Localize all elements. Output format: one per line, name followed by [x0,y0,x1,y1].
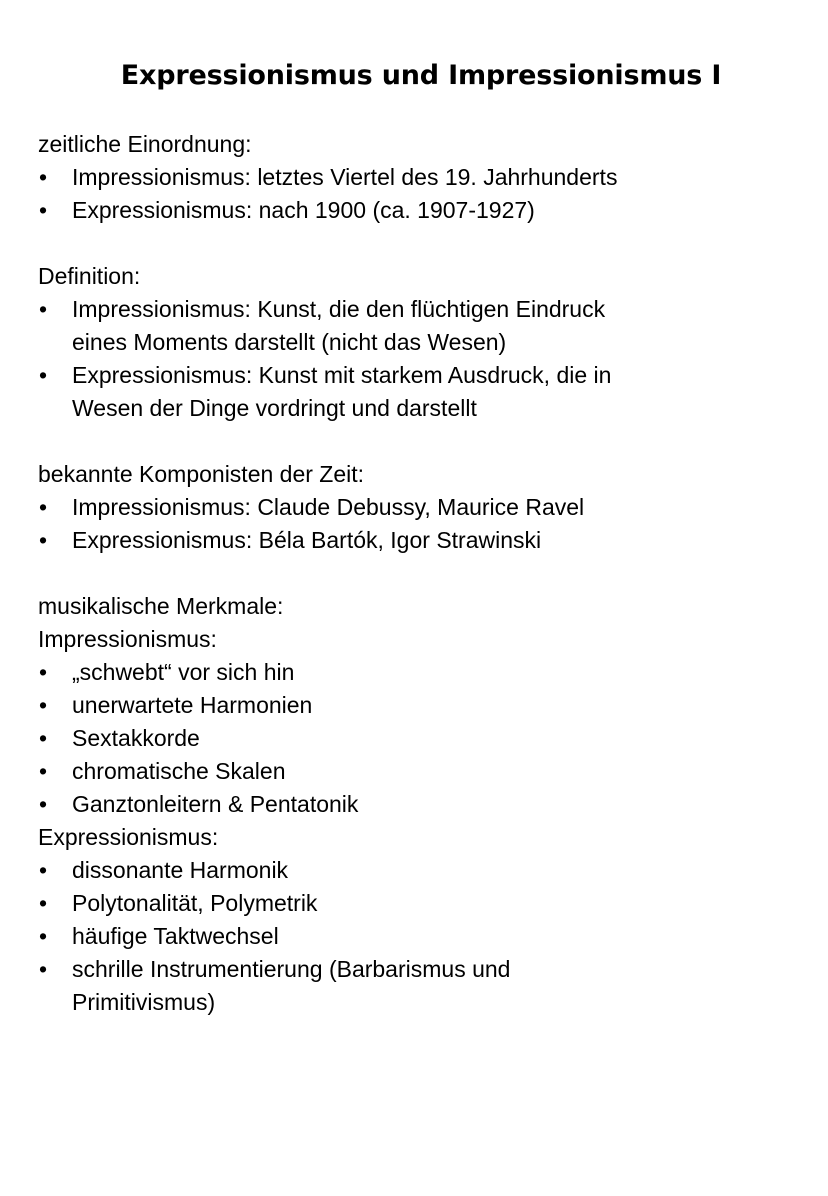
list-item-text: Impressionismus: Claude Debussy, Maurice Ravel [72,494,585,520]
bullet-icon: • [39,725,48,751]
section-heading: Definition: [38,263,141,289]
list-item [38,953,788,1019]
bullet-list [38,491,788,557]
list-item [38,689,788,722]
list-item-text: Expressionismus: Kunst mit starkem Ausdruck, die in Wesen der Dinge vordringt und darstellt [72,362,612,421]
list-item-text: „schwebt“ vor sich hin [72,659,295,685]
list-item [38,755,788,788]
list-item [38,194,788,227]
list-item [38,491,788,524]
bullet-icon: • [39,362,48,388]
list-item-text: Expressionismus: nach 1900 (ca. 1907-1927) [72,197,535,223]
subheading-expressionism: Expressionismus: [38,824,219,850]
page-title: Expressionismus und Impressionismus I [120,60,722,91]
section-heading: musikalische Merkmale: [38,593,284,619]
bullet-icon: • [39,758,48,784]
bullet-list [38,656,788,821]
bullet-list [38,161,788,227]
bullet-icon: • [39,296,48,322]
list-item-text: Impressionismus: letztes Viertel des 19. Jahrhunderts [72,164,618,190]
list-item-text: Polytonalität, Polymetrik [72,890,318,916]
bullet-icon: • [39,791,48,817]
list-item-text: Ganztonleitern & Pentatonik [72,791,359,817]
bullet-icon: • [39,659,48,685]
list-item [38,722,788,755]
section-composers [38,458,788,557]
section-features [38,590,788,1019]
bullet-icon: • [39,956,48,982]
section-heading: zeitliche Einordnung: [38,131,252,157]
list-item-text: Expressionismus: Béla Bartók, Igor Strawinski [72,527,542,553]
list-item [38,359,788,425]
bullet-icon: • [39,890,48,916]
bullet-icon: • [39,857,48,883]
list-item-text: häufige Taktwechsel [72,923,279,949]
bullet-list [38,854,788,1019]
bullet-icon: • [39,494,48,520]
list-item-text: Sextakkorde [72,725,200,751]
list-item-text: schrille Instrumentierung (Barbarismus und Primitivismus) [72,956,511,1015]
section-definition [38,260,788,425]
list-item [38,854,788,887]
list-item-text: unerwartete Harmonien [72,692,313,718]
bullet-icon: • [39,923,48,949]
bullet-list [38,293,788,425]
section-timeline [38,128,788,227]
subheading-impressionism: Impressionismus: [38,626,217,652]
bullet-icon: • [39,527,48,553]
bullet-icon: • [39,692,48,718]
list-item [38,887,788,920]
list-item-text: Impressionismus: Kunst, die den flüchtigen Eindruck eines Moments darstellt (nicht das Wesen) [72,296,606,355]
bullet-icon: • [39,197,48,223]
list-item [38,293,788,359]
list-item-text: dissonante Harmonik [72,857,289,883]
bullet-icon: • [39,164,48,190]
list-item [38,656,788,689]
list-item [38,920,788,953]
list-item [38,524,788,557]
list-item [38,788,788,821]
list-item-text: chromatische Skalen [72,758,286,784]
list-item [38,161,788,194]
section-heading: bekannte Komponisten der Zeit: [38,461,365,487]
